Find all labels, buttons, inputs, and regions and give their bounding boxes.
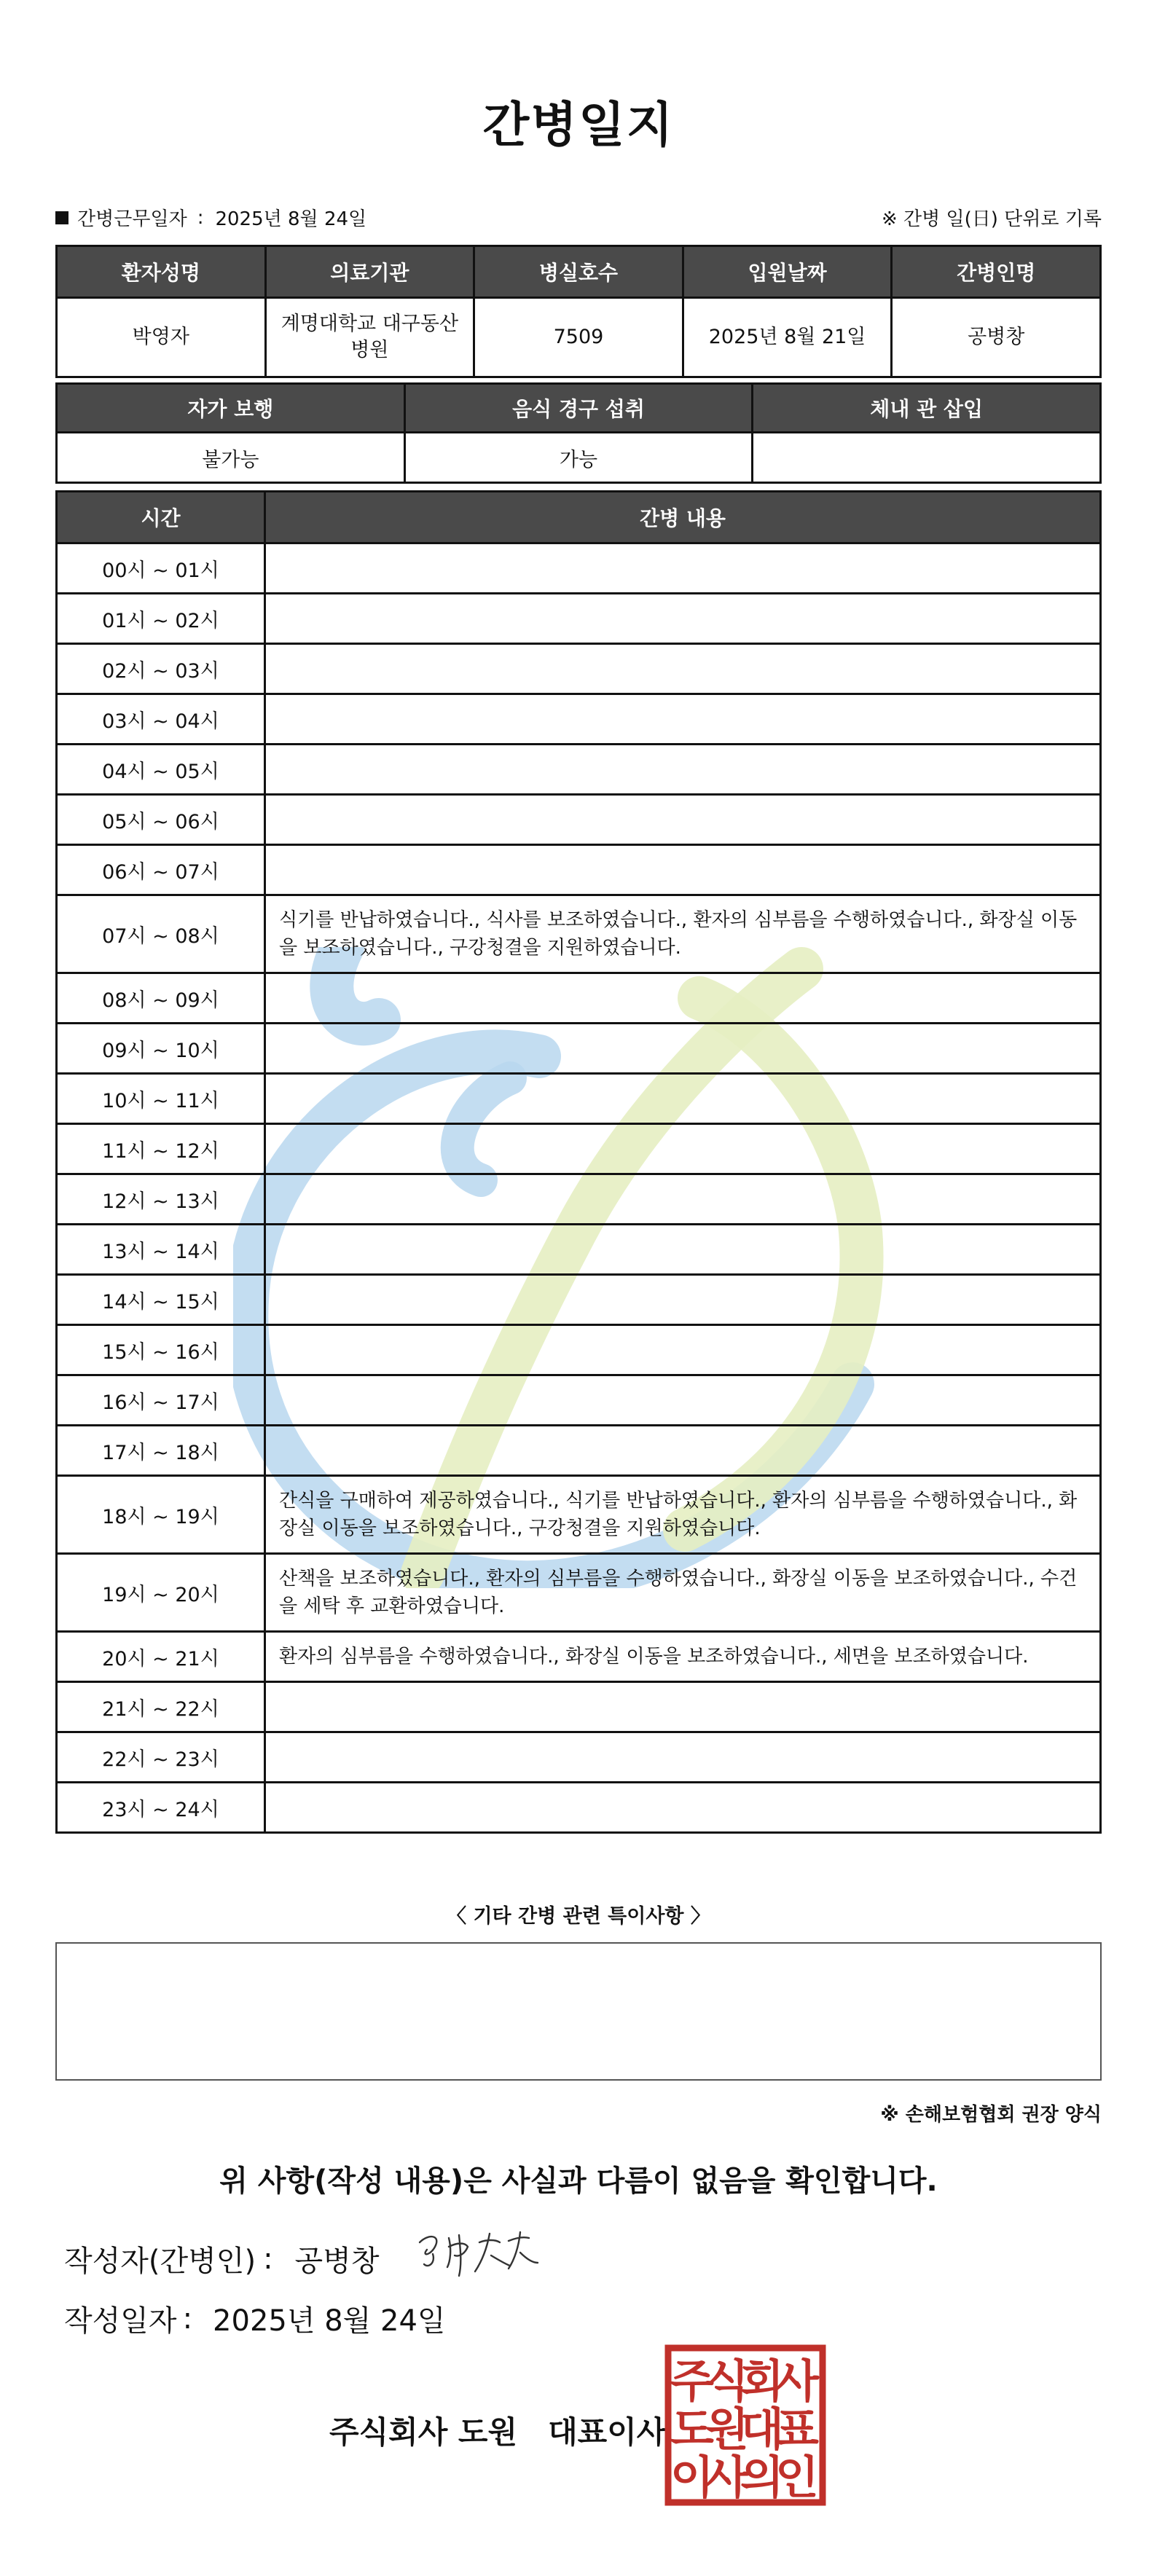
log-row: [57, 795, 1101, 845]
log-row: [57, 973, 1101, 1024]
header-tube: 체내 관 삽입: [753, 384, 1101, 433]
svg-text:인: 인: [775, 2453, 819, 2503]
log-content-cell: [265, 694, 1101, 745]
date-label: 작성일자: [64, 2304, 177, 2338]
status-table: [55, 382, 1102, 484]
log-content-cell: [265, 1682, 1101, 1732]
status-value-row: [57, 433, 1101, 483]
log-time-cell: 19시 ~ 20시: [57, 1554, 265, 1632]
header-caregiver: 간병인명: [892, 246, 1101, 298]
log-content-cell: [265, 594, 1101, 644]
log-row: [57, 543, 1101, 594]
log-time-cell: 13시 ~ 14시: [57, 1225, 265, 1275]
log-content-cell: [265, 1174, 1101, 1225]
log-row: [57, 1632, 1101, 1682]
log-time-cell: 16시 ~ 17시: [57, 1375, 265, 1426]
log-content-cell: [265, 543, 1101, 594]
svg-text:표: 표: [775, 2405, 819, 2455]
log-time-cell: 18시 ~ 19시: [57, 1476, 265, 1554]
oral-intake-value: 가능: [404, 433, 753, 483]
tube-value: [753, 433, 1101, 483]
log-content-cell: [265, 845, 1101, 895]
log-time-cell: 15시 ~ 16시: [57, 1325, 265, 1375]
svg-text:사: 사: [775, 2357, 819, 2407]
header-admission-date: 입원날짜: [683, 246, 892, 298]
log-header-row: [57, 492, 1101, 543]
header-oral-intake: 음식 경구 섭취: [404, 384, 753, 433]
patient-info-table: [55, 245, 1102, 378]
log-content-cell: [265, 1732, 1101, 1783]
log-time-cell: 01시 ~ 02시: [57, 594, 265, 644]
log-time-cell: 05시 ~ 06시: [57, 795, 265, 845]
log-content-cell: [265, 1325, 1101, 1375]
hospital-name: [265, 298, 474, 377]
writer-label: 작성자(간병인): [64, 2245, 256, 2278]
log-content-cell: [265, 644, 1101, 694]
log-content-cell: 환자의 심부름을 수행하였습니다., 화장실 이동을 보조하였습니다., 세면을 보조하였습니다.: [265, 1632, 1101, 1682]
log-row: [57, 1732, 1101, 1783]
log-row: [57, 1426, 1101, 1476]
company-name: 주식회사 도원: [329, 2414, 518, 2450]
log-row: [57, 845, 1101, 895]
status-header-row: [57, 384, 1101, 433]
log-time-cell: 23시 ~ 24시: [57, 1783, 265, 1833]
svg-text:원: 원: [705, 2405, 749, 2455]
log-row: [57, 594, 1101, 644]
room-number: 7509: [474, 298, 683, 377]
log-content-cell: 간식을 구매하여 제공하였습니다., 식기를 반납하였습니다., 환자의 심부름을 수행하였습니다., 화장실 이동을 보조하였습니다., 구강청결을 지원하였습니다.: [265, 1476, 1101, 1554]
log-content-cell: [265, 745, 1101, 795]
log-row: [57, 1024, 1101, 1074]
walking-value: 불가능: [57, 433, 405, 483]
log-content-cell: [265, 1024, 1101, 1074]
log-row: [57, 895, 1101, 973]
log-content-cell: [265, 1124, 1101, 1174]
svg-text:사: 사: [705, 2453, 749, 2503]
patient-name: 박영자: [57, 298, 266, 377]
log-time-cell: 02시 ~ 03시: [57, 644, 265, 694]
confirm-statement: 위 사항(작성 내용)은 사실과 다름이 없음을 확인합니다.: [219, 2164, 938, 2198]
writer-row: [64, 2238, 379, 2279]
log-content-cell: [265, 1426, 1101, 1476]
log-content-cell: [265, 795, 1101, 845]
log-time-cell: 10시 ~ 11시: [57, 1074, 265, 1124]
care-log-table: [55, 490, 1102, 1834]
header-time: 시간: [57, 492, 265, 543]
date-row: [64, 2298, 446, 2339]
log-time-cell: 12시 ~ 13시: [57, 1174, 265, 1225]
log-row: [57, 1554, 1101, 1632]
etc-notes-box: [55, 1942, 1102, 2081]
log-content-cell: [265, 1375, 1101, 1426]
work-date-value: 2025년 8월 24일: [215, 208, 367, 230]
log-row: [57, 745, 1101, 795]
log-row: [57, 1682, 1101, 1732]
work-date-colon: :: [197, 206, 204, 229]
svg-text:대: 대: [740, 2405, 784, 2455]
hospital-name-text: 계명대학교 대구동산병원: [281, 313, 459, 361]
writer-colon: :: [263, 2242, 273, 2276]
log-time-cell: 11시 ~ 12시: [57, 1124, 265, 1174]
log-time-cell: 20시 ~ 21시: [57, 1632, 265, 1682]
svg-text:이: 이: [670, 2453, 714, 2503]
log-row: [57, 1375, 1101, 1426]
log-time-cell: 04시 ~ 05시: [57, 745, 265, 795]
log-time-cell: 21시 ~ 22시: [57, 1682, 265, 1732]
log-row: [57, 1124, 1101, 1174]
recommend-note: ※ 손해보험협회 권장 양식: [880, 2104, 1102, 2126]
etc-section-title: 〈 기타 간병 관련 특이사항 〉: [447, 1905, 710, 1928]
date-value: 2025년 8월 24일: [213, 2304, 446, 2338]
log-time-cell: 22시 ~ 23시: [57, 1732, 265, 1783]
date-colon: :: [182, 2301, 193, 2336]
log-time-cell: 09시 ~ 10시: [57, 1024, 265, 1074]
log-row: [57, 1275, 1101, 1325]
patient-header-row: [57, 246, 1101, 298]
svg-text:도: 도: [670, 2405, 714, 2455]
document-title: 간병일지: [482, 97, 675, 153]
work-date-label: 간병근무일자: [77, 208, 187, 230]
header-room: 병실호수: [474, 246, 683, 298]
admission-date: 2025년 8월 21일: [683, 298, 892, 377]
log-content-cell: [265, 973, 1101, 1024]
header-walking: 자가 보행: [57, 384, 405, 433]
caregiver-name: 공병창: [892, 298, 1101, 377]
log-row: [57, 1783, 1101, 1833]
log-row: [57, 644, 1101, 694]
etc-notes-content: [57, 1944, 1100, 1964]
log-row: [57, 1174, 1101, 1225]
patient-value-row: [57, 298, 1101, 377]
header-patient-name: 환자성명: [57, 246, 266, 298]
log-time-cell: 00시 ~ 01시: [57, 543, 265, 594]
svg-text:의: 의: [740, 2453, 784, 2503]
log-content-cell: [265, 1783, 1101, 1833]
log-time-cell: 06시 ~ 07시: [57, 845, 265, 895]
log-content-cell: [265, 1074, 1101, 1124]
log-row: [57, 1325, 1101, 1375]
log-row: [57, 1074, 1101, 1124]
svg-text:회: 회: [740, 2357, 784, 2407]
company-seal-stamp: [664, 2344, 826, 2506]
log-row: [57, 694, 1101, 745]
bullet-square-icon: [55, 211, 68, 224]
company-row: [329, 2408, 666, 2452]
log-time-cell: 07시 ~ 08시: [57, 895, 265, 973]
log-row: [57, 1225, 1101, 1275]
writer-name: 공병창: [294, 2245, 380, 2278]
svg-text:주: 주: [670, 2357, 714, 2407]
representative-title: 대표이사: [548, 2414, 667, 2450]
log-time-cell: 14시 ~ 15시: [57, 1275, 265, 1325]
log-time-cell: 03시 ~ 04시: [57, 694, 265, 745]
handwritten-signature-icon: [414, 2220, 542, 2282]
work-date-row: [55, 204, 366, 231]
header-care-content: 간병 내용: [265, 492, 1101, 543]
log-time-cell: 17시 ~ 18시: [57, 1426, 265, 1476]
unit-note: ※ 간병 일(日) 단위로 기록: [881, 208, 1102, 230]
log-content-cell: [265, 1225, 1101, 1275]
header-hospital: 의료기관: [265, 246, 474, 298]
log-content-cell: 식기를 반납하였습니다., 식사를 보조하였습니다., 환자의 심부름을 수행하였습니다., 화장실 이동을 보조하였습니다., 구강청결을 지원하였습니다.: [265, 895, 1101, 973]
log-content-cell: 산책을 보조하였습니다., 환자의 심부름을 수행하였습니다., 화장실 이동을 보조하였습니다., 수건을 세탁 후 교환하였습니다.: [265, 1554, 1101, 1632]
log-row: [57, 1476, 1101, 1554]
log-content-cell: [265, 1275, 1101, 1325]
svg-text:식: 식: [705, 2357, 749, 2407]
log-time-cell: 08시 ~ 09시: [57, 973, 265, 1024]
